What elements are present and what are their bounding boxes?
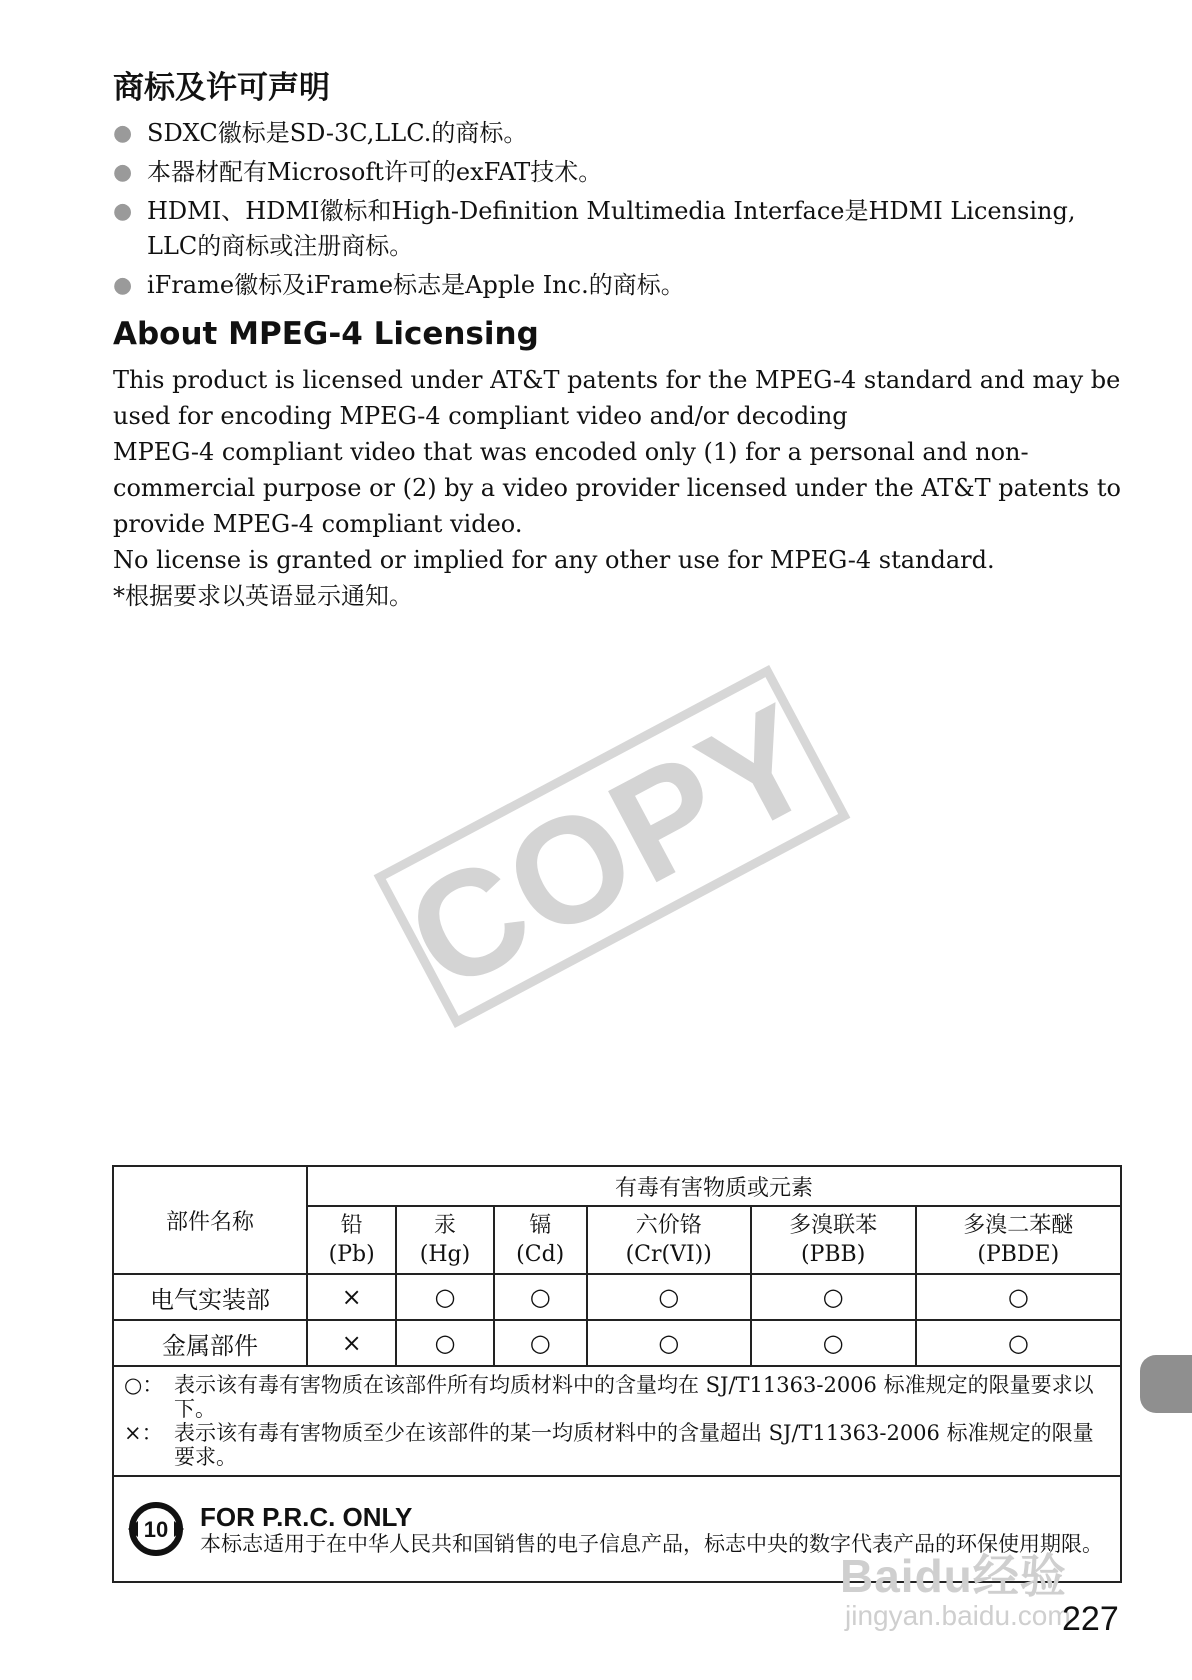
prc-text: 本标志适用于在中华人民共和国销售的电子信息产品，标志中央的数字代表产品的环保使用期限。 xyxy=(200,1531,1103,1556)
column-header-pbb: 多溴联苯 (PBB) xyxy=(751,1206,916,1274)
mpeg-license-text xyxy=(113,362,1133,614)
baidu-jingyan-url: jingyan.baidu.com xyxy=(845,1600,1071,1631)
mark-cell: ○ xyxy=(751,1274,916,1320)
column-header-pb: 铅 (Pb) xyxy=(307,1206,396,1274)
mark-cell: × xyxy=(307,1320,396,1366)
mark-cell: ○ xyxy=(751,1320,916,1366)
cross-symbol: ×： xyxy=(124,1421,163,1445)
column-header-cr: 六价铬 (Cr(VI)) xyxy=(587,1206,751,1274)
list-item xyxy=(113,116,1123,151)
baidu-jingyan-watermark: Baidu经验 xyxy=(840,1550,1067,1602)
eco-period-number: 10 xyxy=(143,1517,169,1542)
paragraph: This product is licensed under AT&T patents for the MPEG-4 standard and may be used for encoding MPEG-4 compliant video and/or decoding xyxy=(113,366,1121,430)
mark-cell: ○ xyxy=(494,1274,587,1320)
list-item xyxy=(113,268,1123,303)
table-row xyxy=(113,1274,1121,1320)
mark-cell: ○ xyxy=(587,1274,751,1320)
hazardous-substances-table xyxy=(112,1165,1122,1583)
page-number: 227 xyxy=(1062,1600,1119,1638)
eco-use-period-icon xyxy=(124,1497,188,1561)
paragraph: No license is granted or implied for any other use for MPEG-4 standard. xyxy=(113,546,995,574)
note-text: 表示该有毒有害物质至少在该部件的某一均质材料中的含量超出 SJ/T11363-2006 标准规定的限量要求。 xyxy=(174,1421,1094,1469)
chapter-tab xyxy=(1140,1355,1192,1413)
copy-watermark: COPY xyxy=(374,665,851,1028)
mark-cell: ○ xyxy=(916,1274,1121,1320)
column-header-hg: 汞 (Hg) xyxy=(396,1206,493,1274)
list-item xyxy=(113,194,1123,264)
list-item-text: SDXC徽标是SD-3C,LLC.的商标。 xyxy=(147,119,528,147)
bullet-icon: ● xyxy=(113,160,133,185)
part-name-header: 部件名称 xyxy=(113,1166,307,1274)
circle-symbol: ○： xyxy=(124,1373,164,1397)
list-item xyxy=(113,155,1123,190)
legend-notes xyxy=(113,1366,1121,1476)
prc-title: FOR P.R.C. ONLY xyxy=(200,1501,413,1532)
mark-cell: ○ xyxy=(494,1320,587,1366)
list-item-text: HDMI、HDMI徽标和High-Definition Multimedia Interface是HDMI Licensing, LLC的商标或注册商标。 xyxy=(147,197,1076,260)
mark-cell: ○ xyxy=(587,1320,751,1366)
bullet-icon: ● xyxy=(113,273,133,298)
paragraph: *根据要求以英语显示通知。 xyxy=(113,582,413,610)
trademark-list xyxy=(113,116,1123,307)
list-item-text: iFrame徽标及iFrame标志是Apple Inc.的商标。 xyxy=(147,271,685,299)
mark-cell: × xyxy=(307,1274,396,1320)
table-row xyxy=(113,1320,1121,1366)
bullet-icon: ● xyxy=(113,121,133,146)
bullet-icon: ● xyxy=(113,199,133,224)
list-item-text: 本器材配有Microsoft许可的exFAT技术。 xyxy=(147,158,603,186)
paragraph: MPEG-4 compliant video that was encoded only (1) for a personal and non-commercial purpose or (2) by a video provider licensed under the AT&T patents to provide MPEG-4 compliant video. xyxy=(113,438,1121,538)
part-name-cell: 金属部件 xyxy=(113,1320,307,1366)
part-name-cell: 电气实装部 xyxy=(113,1274,307,1320)
trademark-section-title: 商标及许可声明 xyxy=(113,70,330,106)
column-header-cd: 镉 (Cd) xyxy=(494,1206,587,1274)
mpeg-section-title: About MPEG-4 Licensing xyxy=(113,316,539,352)
substances-group-header: 有毒有害物质或元素 xyxy=(307,1166,1121,1206)
legend-note-cross xyxy=(124,1421,1110,1469)
mark-cell: ○ xyxy=(916,1320,1121,1366)
legend-note-circle xyxy=(124,1373,1110,1421)
note-text: 表示该有毒有害物质在该部件所有均质材料中的含量均在 SJ/T11363-2006 标准规定的限量要求以下。 xyxy=(174,1373,1094,1421)
column-header-pbde: 多溴二苯醚 (PBDE) xyxy=(916,1206,1121,1274)
mark-cell: ○ xyxy=(396,1274,493,1320)
mark-cell: ○ xyxy=(396,1320,493,1366)
